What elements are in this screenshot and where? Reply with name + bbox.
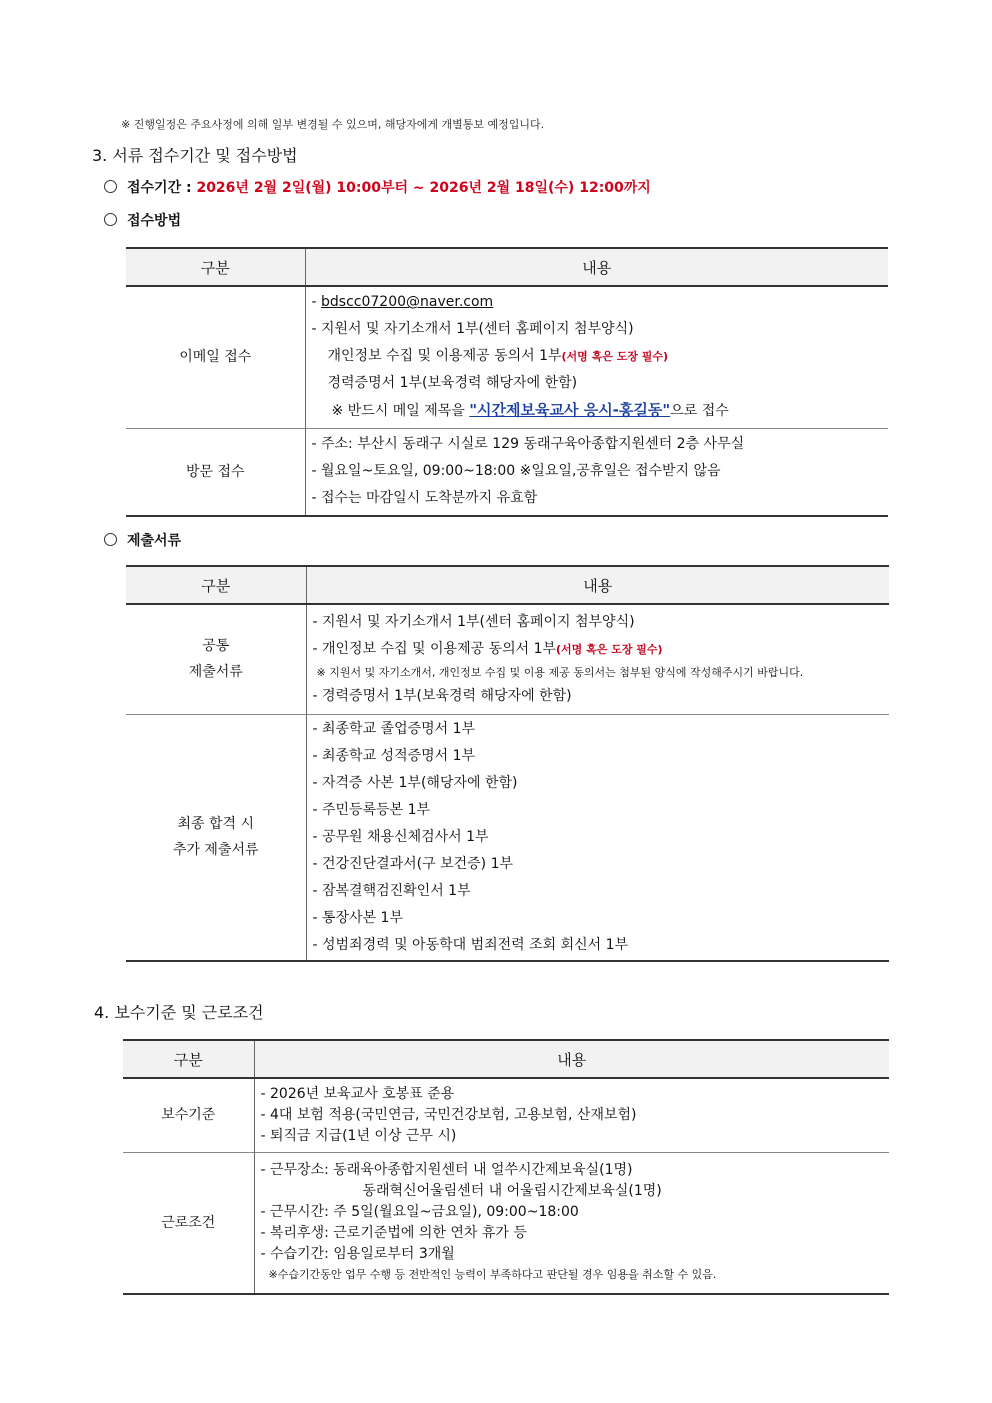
table-header-content: 내용 <box>254 1040 889 1078</box>
list-item: - 공무원 채용신체검사서 1부 <box>312 828 489 845</box>
table-header-content: 내용 <box>306 566 889 604</box>
work-content: - 근무장소: 동래육아종합지원센터 내 얼쑤시간제보육실(1명) 동래혁신어울림센터 내 어울림시간제보육실(1명) - 근무시간: 주 5일(월요일~금요일), 09:00~18:00 - 복리후생: 근로기준법에 의한 연차 휴가 등 - 수습기간: 임용일로부터 3개월 ※수습기간동안 업무 수행 등 전반적인 능력이 부족하다고 판단될 경우 임용을 취소할 수 있음. <box>254 1152 889 1294</box>
method-row <box>104 210 181 230</box>
method-label: 접수방법 <box>127 213 182 229</box>
circle-bullet-icon <box>104 533 117 546</box>
common-docs-content: - 지원서 및 자기소개서 1부(센터 홈페이지 첨부양식) - 개인정보 수집 및 이용제공 동의서 1부(서명 혹은 도장 필수) ※ 지원서 및 자기소개서, 개인정보 수집 및 이용 제공 동의서는 첨부된 양식에 작성해주시기 바랍니다. - 경력증명서 1부(보육경력 해당자에 한함) <box>306 604 889 714</box>
table-header-category: 구분 <box>126 248 305 286</box>
signature-required-note: (서명 혹은 도장 필수) <box>556 642 663 656</box>
pay-label: 보수기준 <box>123 1078 254 1152</box>
list-item: - 자격증 사본 1부(해당자에 한함) <box>312 774 518 791</box>
list-item: - 성범죄경력 및 아동학대 범죄전력 조회 회신서 1부 <box>312 936 629 953</box>
table-header-category: 구분 <box>123 1040 254 1078</box>
email-submit-content: - bdscc07200@naver.com - 지원서 및 자기소개서 1부(센터 홈페이지 첨부양식) 개인정보 수집 및 이용제공 동의서 1부(서명 혹은 도장 필수) 경력증명서 1부(보육경력 해당자에 한함) ※ 반드시 메일 제목을 "시간제보육교사 응시-홍길동"으로 접수 <box>311 294 729 420</box>
period-label: 접수기간 : <box>127 180 192 196</box>
list-item: - 최종학교 졸업증명서 1부 <box>312 720 476 737</box>
list-item: - 건강진단결과서(구 보건증) 1부 <box>312 855 514 872</box>
list-item: - 주민등록등본 1부 <box>312 801 431 818</box>
list-item: - 잠복결핵검진확인서 1부 <box>312 882 471 899</box>
period-value: 2026년 2월 2일(월) 10:00부터 ~ 2026년 2월 18일(수) 12:00까지 <box>196 180 651 196</box>
signature-required-note: (서명 혹은 도장 필수) <box>561 350 669 364</box>
email-address-link[interactable]: bdscc07200@naver.com <box>321 294 494 311</box>
documents-table <box>126 565 889 962</box>
docs-label: 제출서류 <box>127 533 182 549</box>
section3-title: 3. 서류 접수기간 및 접수방법 <box>92 146 298 165</box>
list-item: - 2026년 보육교사 호봉표 준용 <box>260 1085 455 1102</box>
schedule-note: ※ 진행일정은 주요사정에 의해 일부 변경될 수 있으며, 해당자에게 개별통보 예정입니다. <box>121 118 545 131</box>
circle-bullet-icon <box>104 213 117 226</box>
circle-bullet-icon <box>104 180 117 193</box>
common-docs-label: 공통 제출서류 <box>126 604 306 714</box>
final-docs-content <box>306 714 889 961</box>
visit-submit-label: 방문 접수 <box>126 428 305 516</box>
work-label: 근로조건 <box>123 1152 254 1294</box>
mail-subject-example: "시간제보육교사 응시-홍길동" <box>469 401 671 420</box>
pay-content <box>254 1078 889 1152</box>
common-docs-note: ※ 지원서 및 자기소개서, 개인정보 수집 및 이용 제공 동의서는 첨부된 양식에 작성해주시기 바랍니다. <box>316 665 804 679</box>
table-header-category: 구분 <box>126 566 306 604</box>
docs-row <box>104 530 181 550</box>
section4-title: 4. 보수기준 및 근로조건 <box>94 1003 264 1022</box>
list-item: - 4대 보험 적용(국민연금, 국민건강보험, 고용보험, 산재보험) <box>260 1106 637 1123</box>
pay-conditions-table <box>123 1039 889 1295</box>
period-row <box>104 177 651 197</box>
probation-note: ※수습기간동안 업무 수행 등 전반적인 능력이 부족하다고 판단될 경우 임용을 취소할 수 있음. <box>268 1268 717 1282</box>
final-docs-label: 최종 합격 시 추가 제출서류 <box>126 714 306 961</box>
table-header-content: 내용 <box>305 248 888 286</box>
email-submit-label: 이메일 접수 <box>126 286 305 428</box>
list-item: - 퇴직금 지급(1년 이상 근무 시) <box>260 1127 457 1144</box>
method-table <box>126 247 888 517</box>
visit-submit-content: - 주소: 부산시 동래구 시실로 129 동래구육아종합지원센터 2층 사무실 - 월요일~토요일, 09:00~18:00 ※일요일,공휴일은 접수받지 않음 - 접수는 마감일시 도착분까지 유효함 <box>305 428 888 516</box>
list-item: - 최종학교 성적증명서 1부 <box>312 747 476 764</box>
list-item: - 통장사본 1부 <box>312 909 403 926</box>
